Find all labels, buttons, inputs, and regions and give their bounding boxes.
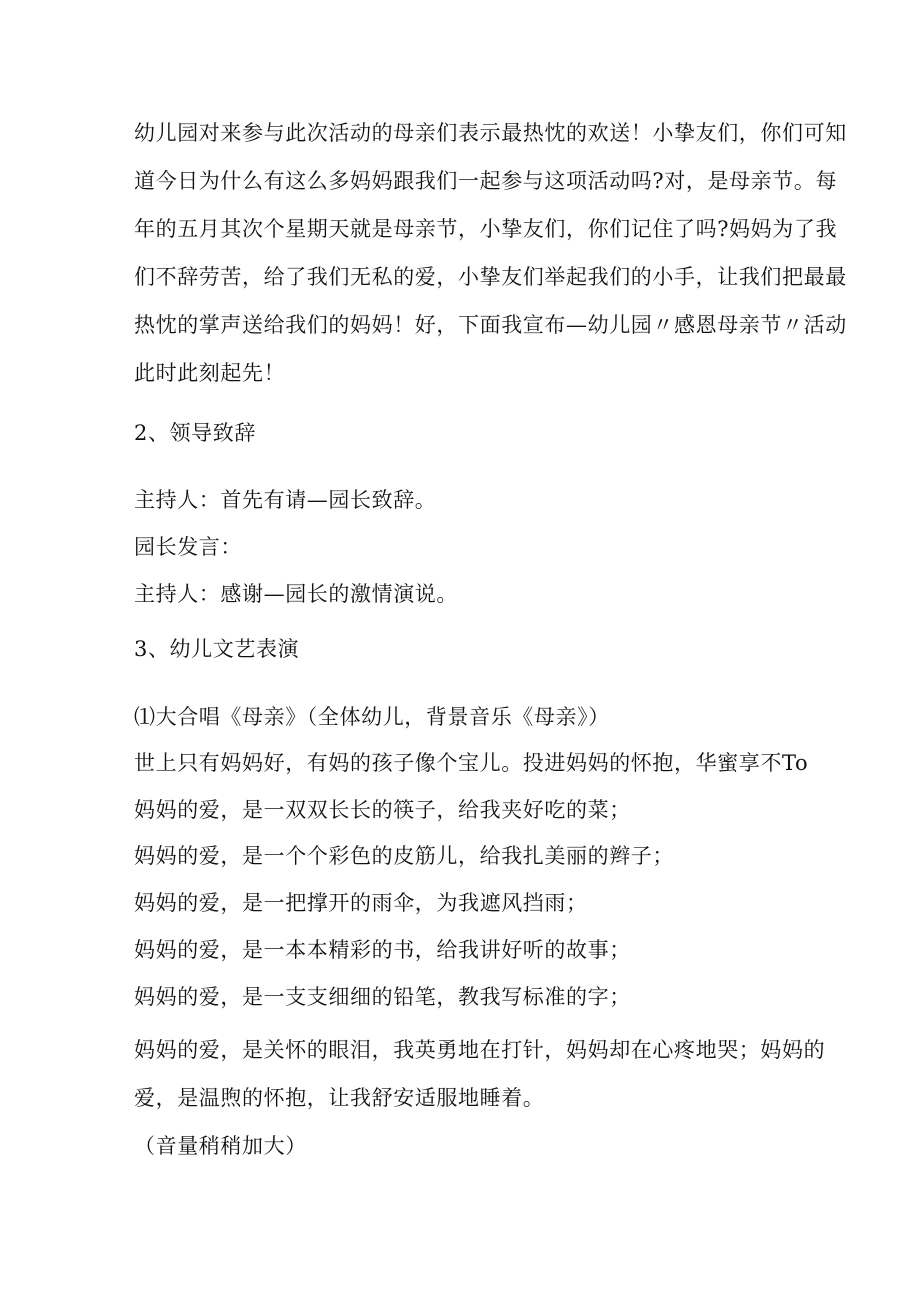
lyric-line: 妈妈的爱，是一把撑开的雨伞，为我遮风挡雨； — [134, 891, 588, 915]
lyric-line: 妈妈的爱，是一支支细细的铅笔，教我写标准的字； — [134, 985, 631, 1009]
performance-item: ⑴大合唱《母亲》（全体幼儿，背景音乐《母亲》） — [134, 705, 610, 729]
paragraph-line: 热忱的掌声送给我们的妈妈！好，下面我宣布—幼儿园〃感恩母亲节〃活动 — [134, 313, 847, 337]
lyric-line: 世上只有妈妈好，有妈的孩子像个宝儿。投进妈妈的怀抱，华蜜享不To — [134, 751, 809, 775]
paragraph-line: 此时此刻起先！ — [134, 361, 286, 385]
paragraph-line: 们不辞劳苦，给了我们无私的爱，小挚友们举起我们的小手，让我们把最最 — [134, 265, 847, 289]
lyric-line: 妈妈的爱，是一本本精彩的书，给我讲好听的故事； — [134, 938, 631, 962]
lyric-line: 妈妈的爱，是一个个彩色的皮筋儿，给我扎美丽的辫子； — [134, 844, 674, 868]
paragraph-line: 道今日为什么有这么多妈妈跟我们一起参与这项活动吗?对，是母亲节。每 — [134, 169, 838, 193]
paragraph-line: 幼儿园对来参与此次活动的母亲们表示最热忱的欢送！小挚友们，你们可知 — [134, 121, 847, 145]
lyric-line: 爱，是温煦的怀抱，让我舒安适服地睡着。 — [134, 1086, 545, 1110]
host-line: 主持人：感谢—园长的激情演说。 — [134, 582, 458, 606]
host-line: 主持人：首先有请—园长致辞。 — [134, 488, 437, 512]
principal-speech-line: 园长发言： — [134, 535, 242, 559]
section-heading: 2、领导致辞 — [134, 421, 256, 445]
paragraph-line: 年的五月其次个星期天就是母亲节，小挚友们，你们记住了吗?妈妈为了我 — [134, 217, 838, 241]
volume-note: （音量稍稍加大） — [134, 1134, 307, 1158]
lyric-line: 妈妈的爱，是一双双长长的筷子，给我夹好吃的菜； — [134, 798, 631, 822]
lyric-line: 妈妈的爱，是关怀的眼泪，我英勇地在打针，妈妈却在心疼地哭；妈妈的 — [134, 1038, 826, 1062]
section-heading: 3、幼儿文艺表演 — [134, 637, 300, 661]
